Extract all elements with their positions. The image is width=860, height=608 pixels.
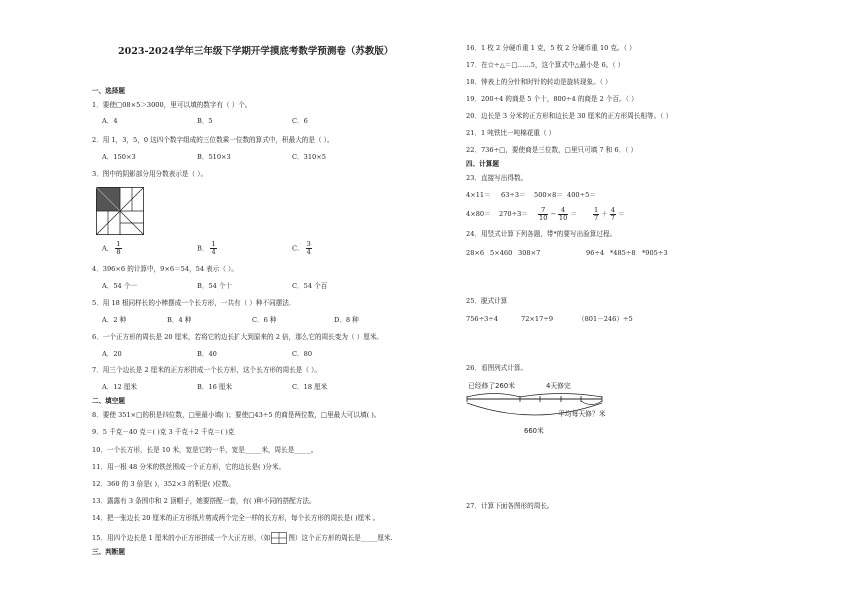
- q5-option-b[interactable]: B．4 种: [167, 316, 192, 324]
- q24-item: 5×460: [490, 249, 513, 257]
- question-4: 4．396×6 的计算中，9×6＝54，54 表示（ ）。: [92, 265, 238, 273]
- section-judge: 三、判断题: [92, 548, 125, 556]
- q25-item: 756÷3÷4: [466, 315, 499, 323]
- section-calc: 四、计算题: [466, 160, 499, 168]
- line-segment-diagram: [466, 377, 616, 442]
- question-14: 14．把一张边长 20 厘米的正方形纸片剪成两个完全一样的长方形，每个长方形的周长是( )厘米 。: [92, 514, 380, 522]
- q2-option-c[interactable]: C．310×5: [292, 153, 326, 161]
- q6-option-a[interactable]: A．20: [102, 350, 122, 358]
- section-choice: 一、选择题: [92, 87, 125, 95]
- q23-item: 500×8＝: [534, 191, 563, 199]
- q25-item: 72×17÷9: [521, 315, 554, 323]
- q7-option-c[interactable]: C．18 厘米: [292, 383, 328, 391]
- question-21: 21．1 吨铁比一吨棉花重（ ）: [466, 129, 556, 137]
- question-13: 13．露露有 3 条围巾和 2 顶帽子，她要搭配一套，有( )种不同的搭配方法。: [92, 497, 316, 505]
- question-15: [92, 532, 393, 544]
- section-fill: 二、填空题: [92, 397, 125, 405]
- question-8: 8．要使 351×□的积是四位数，□里最小填( )；要使□43÷5 的商是两位数，□里最大可以填( )。: [92, 411, 381, 419]
- q1-option-b[interactable]: B．5: [197, 117, 213, 125]
- q2-option-a[interactable]: A．150×3: [102, 153, 136, 161]
- q23-item: 270÷3＝: [499, 210, 528, 218]
- q3-c-fraction: $\frac{3}{4}$: [306, 240, 311, 256]
- q23-fraction-addition: $\frac{1}{7}$ ＋ $\frac{4}{7}$ ＝: [594, 205, 625, 222]
- q3-option-b[interactable]: [197, 241, 219, 256]
- question-20: 20．边长是 3 分米的正方形和边长是 30 厘米的正方形周长相等。（ ）: [466, 112, 673, 120]
- question-12: 12．360 的 3 倍是( )，352×3 的积是( )位数。: [92, 480, 235, 488]
- q4-option-c[interactable]: C．54 个百: [292, 282, 328, 290]
- question-24: 24．用竖式计算下列各题，带*的要写出验算过程。: [466, 230, 617, 238]
- q3-b-fraction: $\frac{1}{4}$: [211, 240, 216, 256]
- question-23: 23．直接写出得数。: [466, 174, 528, 182]
- q23-fraction-subtraction: $\frac{7}{10}$ − $\frac{4}{10}$ ＝: [539, 205, 577, 222]
- label-repaired: 已经修了260米: [468, 382, 515, 390]
- four-squares-figure: [271, 532, 287, 544]
- q23-item: 63÷3＝: [501, 191, 526, 199]
- label-total: 660米: [524, 427, 544, 435]
- question-2: 2．用 1，3，5，0 这四个数字组成的三位数乘一位数的算式中，积最大的是（ ）。: [92, 136, 334, 144]
- q24-item: *485÷8: [610, 249, 636, 257]
- question-3: 3．图中的阴影部分用分数表示是（ ）。: [92, 170, 208, 178]
- q3-option-a[interactable]: [102, 241, 124, 256]
- question-22: 22．736÷□，要使商是三位数，□里只可填 7 和 6．（ ）: [466, 146, 638, 154]
- q1-option-a[interactable]: A．4: [102, 117, 118, 125]
- q4-option-b[interactable]: B．54 个十: [197, 282, 233, 290]
- question-5: 5．用 18 根同样长的小棒摆成一个长方形，一共有（ ）种不同摆法.: [92, 299, 291, 307]
- q5-option-c[interactable]: C．6 种: [252, 316, 277, 324]
- q24-item: 96÷4: [586, 249, 605, 257]
- question-7: 7．用三个边长是 2 厘米的正方形拼成一个长方形，这个长方形的周长是（ ）。: [92, 366, 321, 374]
- question-11: 11．用一根 48 分米的铁丝围成一个正方形，它的边长是( )分米。: [92, 463, 286, 471]
- q7-option-b[interactable]: B．16 厘米: [197, 383, 233, 391]
- q6-option-c[interactable]: C．80: [292, 350, 313, 358]
- question-18: 18．钟表上的分针和时针的转动是旋转现象。（ ）: [466, 78, 612, 86]
- q15-text-before: 15．用四个边长是 1 厘米的小正方形拼成一个大正方形，（如: [92, 534, 271, 542]
- q5-option-a[interactable]: A．2 种: [102, 316, 127, 324]
- question-16: 16．1 枚 2 分硬币重 1 克，5 枚 2 分硬币重 10 克。（ ）: [466, 44, 636, 52]
- q15-text-after: 图）这个正方形的周长是_____厘米.: [288, 534, 393, 542]
- question-25: 25．脱式计算: [466, 297, 508, 305]
- q3-c-label: C．: [292, 244, 304, 253]
- question-1: 1．要使□08×5＞3000，里可以填的数字有（ ）个。: [92, 101, 252, 109]
- page-title: 2023-2024学年三年级下学期开学摸底考数学预测卷（苏教版）: [118, 46, 394, 57]
- q4-option-a[interactable]: A．54 个一: [102, 282, 138, 290]
- question-17: 17．在☆÷△＝□……5，这个算式中△最小是 6。（ ）: [466, 61, 625, 69]
- q3-a-label: A．: [102, 244, 114, 253]
- q3-b-label: B．: [197, 244, 209, 253]
- question-10: 10．一个长方形，长是 10 米，宽是它的一半，宽是_____米，周长是_____。: [92, 446, 318, 454]
- label-4-days: 4天修完: [546, 382, 571, 390]
- q23-item: 400÷5＝: [567, 191, 596, 199]
- question-27: 27．计算下面各图形的周长。: [466, 502, 554, 510]
- shaded-square-figure: [96, 187, 144, 235]
- q23-item: 4×11＝: [466, 191, 491, 199]
- q3-option-c[interactable]: [292, 241, 314, 256]
- q25-item: （801－246）÷5: [578, 315, 633, 323]
- question-19: 19．200÷4 的商是 5 个十，800÷4 的商是 2 个百。（ ）: [466, 95, 638, 103]
- q7-option-a[interactable]: A．12 厘米: [102, 383, 138, 391]
- q3-a-fraction: $\frac{1}{8}$: [116, 240, 121, 256]
- q24-item: 308×7: [518, 249, 541, 257]
- q24-item: 28×6: [466, 249, 485, 257]
- q23-item: 4×80＝: [466, 210, 491, 218]
- q2-option-b[interactable]: B．510×3: [197, 153, 231, 161]
- q1-option-c[interactable]: C．6: [292, 117, 308, 125]
- question-9: 9．5 千克－40 克＝( )克 3 千克＋2 千克＝( )克: [92, 428, 235, 436]
- label-per-day: 平均每天修？米: [558, 410, 606, 418]
- q6-option-b[interactable]: B．40: [197, 350, 217, 358]
- question-6: 6．一个正方形的周长是 20 厘米，若将它的边长扩大到原来的 2 倍，那么它的周长变为（ ）厘米。: [92, 333, 384, 341]
- q5-option-d[interactable]: D．8 种: [334, 316, 359, 324]
- question-26: 26．看图列式计算。: [466, 364, 528, 372]
- q24-item: *905÷3: [642, 249, 668, 257]
